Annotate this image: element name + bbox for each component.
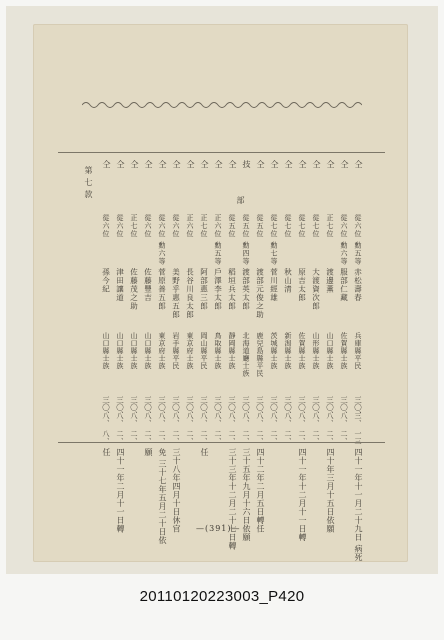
- rank-cell: 仝: [312, 160, 321, 169]
- name-cell: 美野乎惠五郎: [171, 268, 181, 319]
- date-year-cell: 三〇、: [157, 396, 167, 419]
- date-day-cell: 八、 二、: [214, 412, 222, 445]
- remark-cell: 三十八年四月十日休官: [172, 448, 181, 533]
- name-cell: 長谷川良太郎: [185, 268, 195, 319]
- date-year-cell: 三〇、: [241, 396, 251, 419]
- origin-cell: 山形縣士族: [312, 332, 320, 370]
- origin-cell: 山口縣士族: [326, 332, 334, 370]
- name-cell: 赤松壽春: [353, 268, 363, 302]
- court-rank-cell: 從六位 勳五等: [354, 214, 362, 266]
- name-cell: 稻垣兵太郎: [227, 268, 237, 311]
- rank-cell: 仝: [270, 160, 279, 169]
- origin-cell: 新潟縣士族: [284, 332, 292, 370]
- date-day-cell: 八、 二、: [256, 412, 264, 445]
- origin-cell: 岩手縣平民: [172, 332, 180, 370]
- court-rank-cell: 從五位: [256, 214, 264, 238]
- rank-cell: 仝: [354, 160, 363, 169]
- remark-cell: 任: [102, 448, 111, 457]
- origin-cell: 東京府士族: [186, 332, 194, 370]
- name-cell: 菅原善五郎: [157, 268, 167, 311]
- origin-cell: 靜岡縣士族: [228, 332, 236, 370]
- name-cell: 菅川經雄: [269, 268, 279, 302]
- date-day-cell: 八、 二、: [172, 412, 180, 445]
- page-number: —(391)—: [196, 524, 241, 533]
- remark-cell: 願: [144, 448, 153, 457]
- date-year-cell: 三〇、: [129, 396, 139, 419]
- date-year-cell: 三〇、: [143, 396, 153, 419]
- court-rank-cell: 正七位: [326, 214, 334, 238]
- name-cell: 大渡資次郎: [311, 268, 321, 311]
- date-year-cell: 三〇、: [115, 396, 125, 419]
- date-year-cell: 三〇、: [101, 396, 111, 419]
- rank-cell: 仝: [102, 160, 111, 169]
- date-day-cell: 八、 二、: [144, 412, 152, 445]
- date-year-cell: 三〇、: [297, 396, 307, 419]
- origin-cell: 北海道廳士族: [242, 332, 250, 377]
- name-cell: 服部仁藏: [339, 268, 349, 302]
- decorative-wavy-line: [82, 100, 362, 110]
- date-year-cell: 三〇、: [325, 396, 335, 419]
- court-rank-cell: 從六位: [144, 214, 152, 238]
- remark-cell: 四十年三月十五日依願: [326, 448, 335, 533]
- date-day-cell: 八、 二、: [242, 412, 250, 445]
- rank-cell: 仝: [340, 160, 349, 169]
- court-rank-cell: 正六位 勳五等: [214, 214, 222, 266]
- date-day-cell: 八、 二、: [284, 412, 292, 445]
- court-rank-cell: 從六位: [102, 214, 110, 238]
- court-rank-cell: 正六位: [186, 214, 194, 238]
- court-rank-cell: 正七位: [200, 214, 208, 238]
- date-year-cell: 三〇、: [185, 396, 195, 419]
- name-cell: 原吉太郎: [297, 268, 307, 302]
- remark-cell: 四十一年十一月二十九日 病死: [354, 448, 363, 562]
- date-day-cell: 三、 一三: [354, 412, 362, 445]
- rank-cell: 仝: [284, 160, 293, 169]
- court-rank-cell: 從五位: [228, 214, 236, 238]
- court-rank-cell: 從七位: [312, 214, 320, 238]
- date-year-cell: 三〇、: [283, 396, 293, 419]
- date-year-cell: 三〇、: [311, 396, 321, 419]
- court-rank-cell: 從六位: [116, 214, 124, 238]
- remark-cell: 任: [200, 448, 209, 457]
- name-cell: 孫今紀: [101, 268, 111, 294]
- origin-cell: 佐賀縣士族: [340, 332, 348, 370]
- rank-cell: 仝: [130, 160, 139, 169]
- date-year-cell: 三〇、: [213, 396, 223, 419]
- name-cell: 佐藤豐吉: [143, 268, 153, 302]
- origin-cell: 鳥取縣士族: [214, 332, 222, 370]
- date-year-cell: 三〇、: [255, 396, 265, 419]
- date-year-cell: 三〇、: [339, 396, 349, 419]
- remark-cell: 四十一年二月十一日轉: [116, 448, 125, 533]
- court-rank-cell: 正七位: [130, 214, 138, 238]
- rank-cell: 仝: [158, 160, 167, 169]
- court-rank-cell: 從七位: [298, 214, 306, 238]
- date-day-cell: 八、 二、: [116, 412, 124, 445]
- name-cell: 秋山清: [283, 268, 293, 294]
- rank-cell: 仝: [228, 160, 237, 169]
- date-day-cell: 八、 二、: [312, 412, 320, 445]
- court-rank-cell: 從七位: [284, 214, 292, 238]
- name-cell: 戶澤李太郎: [213, 268, 223, 311]
- origin-cell: 山口縣士族: [130, 332, 138, 370]
- date-day-cell: 八、 二、: [270, 412, 278, 445]
- rank-cell: 仝: [214, 160, 223, 169]
- name-cell: 佐藤茂之助: [129, 268, 139, 311]
- rank-cell: 仝: [144, 160, 153, 169]
- name-cell: 阿部惠三郎: [199, 268, 209, 311]
- name-cell: 津田讓道: [115, 268, 125, 302]
- origin-cell: 山口縣士族: [116, 332, 124, 370]
- rank-cell: 仝: [256, 160, 265, 169]
- remark-cell: 四十一年十二月十一日轉: [298, 448, 307, 542]
- origin-cell: 佐賀縣士族: [298, 332, 306, 370]
- court-rank-cell: 從七位 勳七等: [270, 214, 278, 266]
- date-day-cell: 八、 八、: [102, 412, 110, 445]
- name-cell: 渡部英太郎: [241, 268, 251, 311]
- date-day-cell: 八、 二、: [298, 412, 306, 445]
- date-year-cell: 三〇、: [199, 396, 209, 419]
- rank-cell: 仝: [186, 160, 195, 169]
- image-caption: 20110120223003_P420: [139, 588, 305, 605]
- date-day-cell: 八、 二、: [130, 412, 138, 445]
- rank-cell: 仝: [326, 160, 335, 169]
- remark-cell: 四十二年二月五日轉任: [256, 448, 265, 533]
- date-day-cell: 八、 二、: [326, 412, 334, 445]
- date-day-cell: 八、 二、: [340, 412, 348, 445]
- court-rank-cell: 從六位 勳六等: [340, 214, 348, 266]
- date-day-cell: 八、 二、: [186, 412, 194, 445]
- origin-cell: 茨城縣士族: [270, 332, 278, 370]
- origin-cell: 山口縣士族: [144, 332, 152, 370]
- section-header: 部: [236, 196, 245, 212]
- origin-cell: 鹿兒島縣平民: [256, 332, 264, 377]
- rank-cell: 仝: [200, 160, 209, 169]
- court-rank-cell: 從六位: [172, 214, 180, 238]
- name-cell: 渡邊薫: [325, 268, 335, 294]
- rank-cell: 仝: [116, 160, 125, 169]
- remark-cell: 三十三年十二月二十七日轉: [228, 448, 237, 550]
- origin-cell: 山口縣士族: [102, 332, 110, 370]
- date-day-cell: 八、 二、: [228, 412, 236, 445]
- date-year-cell: 三〇、: [171, 396, 181, 419]
- court-rank-cell: 從五位 勳四等: [242, 214, 250, 266]
- origin-cell: 東京府士族: [158, 332, 166, 370]
- name-cell: 渡部元俊之助: [255, 268, 265, 319]
- date-year-cell: 三〇、: [269, 396, 279, 419]
- date-year-cell: 三〇、: [353, 396, 363, 419]
- remark-cell: 三十五年九月十六日依願: [242, 448, 251, 542]
- remark-cell: 免 三十七年五月二十日依: [158, 448, 167, 545]
- date-day-cell: 八、 二、: [158, 412, 166, 445]
- rank-cell: 技: [242, 160, 251, 169]
- origin-cell: 岡山縣平民: [200, 332, 208, 370]
- rank-cell: 仝: [298, 160, 307, 169]
- origin-cell: 兵庫縣平民: [354, 332, 362, 370]
- court-rank-cell: 從六位 勳六等: [158, 214, 166, 266]
- date-year-cell: 三〇、: [227, 396, 237, 419]
- section-side-label: 第七款: [84, 166, 93, 202]
- date-day-cell: 八、 二、: [200, 412, 208, 445]
- rank-cell: 仝: [172, 160, 181, 169]
- header-rule: [58, 152, 385, 153]
